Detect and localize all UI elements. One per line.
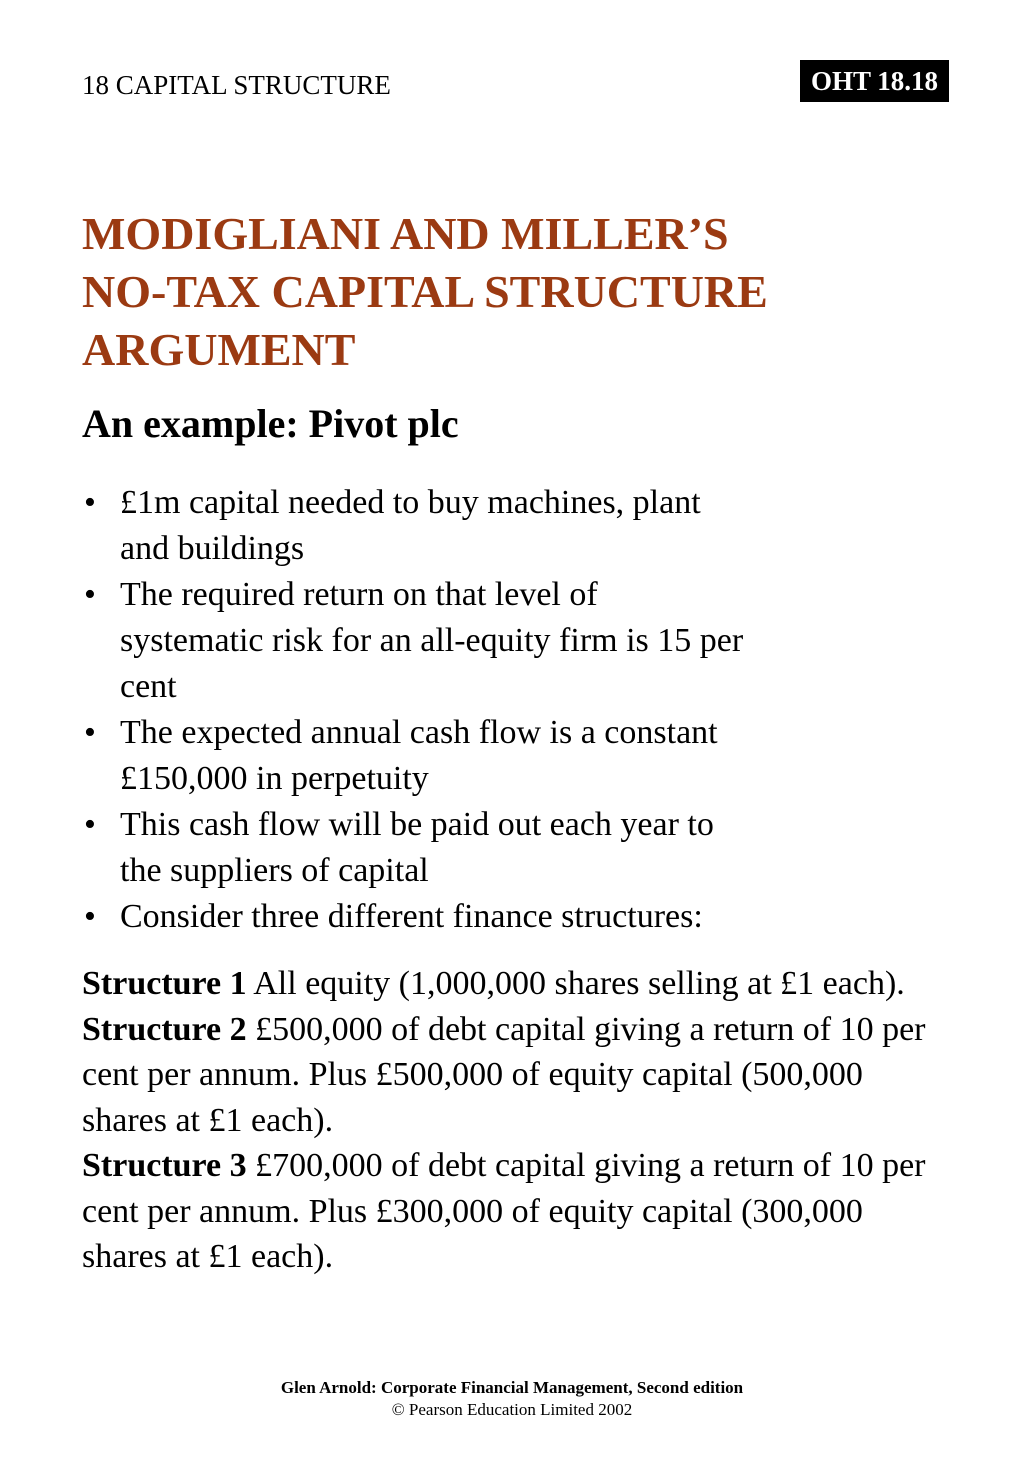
structure-paragraph: [82, 1143, 942, 1280]
structure-label: Structure 1: [82, 965, 247, 1002]
bullet-item: [82, 802, 942, 894]
structure-text: £700,000 of debt capital giving a return of 10 per cent per annum. Plus £300,000 of equity capital (300,000 shares at £1 each).: [82, 1147, 926, 1275]
bullet-symbol: •: [84, 576, 96, 613]
bullet-line: £1m capital needed to buy machines, plant: [120, 484, 701, 521]
structure-text: All equity (1,000,000 shares selling at £1 each).: [246, 965, 905, 1002]
bullet-symbol: •: [84, 898, 96, 935]
slide-id-badge: OHT 18.18: [800, 60, 949, 102]
title-line: NO-TAX CAPITAL STRUCTURE: [82, 266, 768, 317]
bullet-line: and buildings: [120, 530, 305, 567]
subtitle: An example: Pivot plc: [82, 401, 459, 446]
bullet-item: [82, 480, 942, 572]
bullet-item: [82, 710, 942, 802]
title-line: ARGUMENT: [82, 324, 356, 375]
footer-book-credit: Glen Arnold: Corporate Financial Management, Second edition: [280, 1378, 744, 1397]
bullet-line: £150,000 in perpetuity: [120, 760, 429, 797]
bullet-line: This cash flow will be paid out each year to: [120, 806, 714, 843]
bullet-line: The required return on that level of: [120, 576, 598, 613]
chapter-header: 18 CAPITAL STRUCTURE: [82, 70, 391, 100]
bullet-line: cent: [120, 668, 177, 705]
bullet-line: systematic risk for an all-equity firm is 15 per: [120, 622, 744, 659]
structure-paragraph: [82, 1007, 942, 1144]
bullet-line: The expected annual cash flow is a constant: [120, 714, 718, 751]
bullet-symbol: •: [84, 484, 96, 521]
structure-paragraph: [82, 961, 942, 1007]
footer-copyright: © Pearson Education Limited 2002: [391, 1400, 633, 1419]
footer: [0, 1377, 1024, 1421]
structure-text: £500,000 of debt capital giving a return of 10 per cent per annum. Plus £500,000 of equity capital (500,000 shares at £1 each).: [82, 1010, 926, 1139]
structure-label: Structure 2: [82, 1010, 247, 1048]
bullet-symbol: •: [84, 714, 96, 751]
title-line: MODIGLIANI AND MILLER’S: [82, 208, 729, 259]
bullet-list: [82, 480, 942, 940]
bullet-line: Consider three different finance structures:: [120, 898, 703, 935]
structure-label: Structure 3: [82, 1147, 247, 1184]
bullet-item: [82, 894, 942, 940]
bullet-line: the suppliers of capital: [120, 852, 429, 889]
structures-section: [82, 961, 942, 1280]
bullet-symbol: •: [84, 806, 96, 843]
bullet-item: [82, 572, 942, 710]
page-title: [82, 205, 942, 379]
